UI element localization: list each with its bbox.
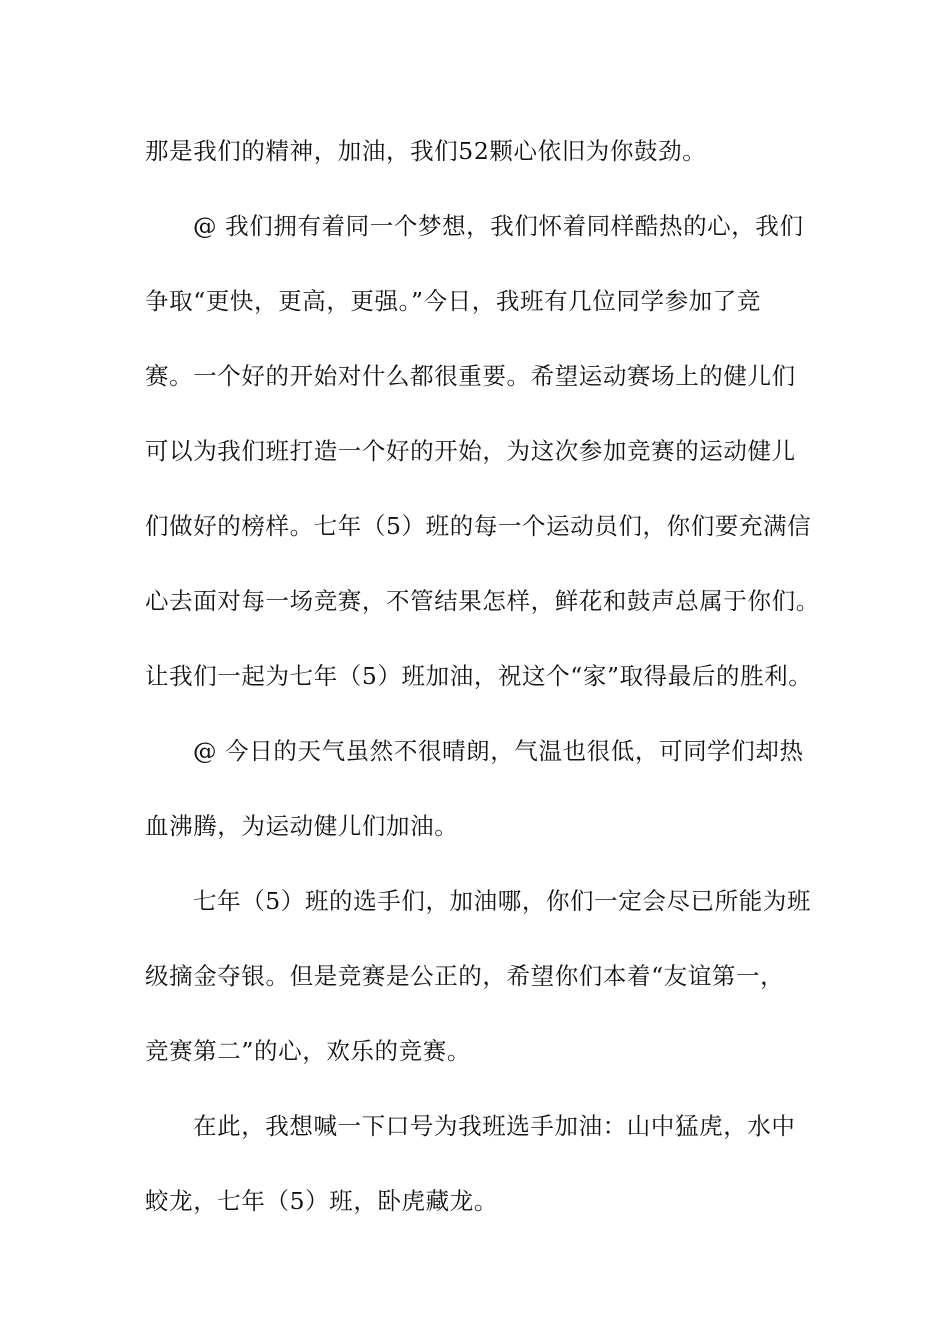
text-line-4: 赛。一个好的开始对什么都很重要。希望运动赛场上的健儿们 [145, 362, 796, 390]
text-line-13: 竞赛第二”的心，欢乐的竞赛。 [145, 1037, 471, 1065]
text-line-7: 心去面对每一场竞赛，不管结果怎样，鲜花和鼓声总属于你们。 [145, 587, 820, 615]
text-line-3: 争取“更快，更高，更强。”今日，我班有几位同学参加了竞 [145, 287, 761, 315]
text-line-12: 级摘金夺银。但是竞赛是公正的，希望你们本着“友谊第一， [145, 962, 785, 990]
text-line-11: 七年（5）班的选手们，加油哪，你们一定会尽已所能为班 [193, 887, 812, 915]
text-line-5: 可以为我们班打造一个好的开始，为这次参加竞赛的运动健儿 [145, 437, 796, 465]
text-line-9: @ 今日的天气虽然不很晴朗，气温也很低，可同学们却热 [193, 737, 804, 765]
text-line-14: 在此，我想喊一下口号为我班选手加油：山中猛虎，水中 [193, 1112, 796, 1140]
text-line-2: @ 我们拥有着同一个梦想，我们怀着同样酷热的心，我们 [193, 212, 804, 240]
text-line-8: 让我们一起为七年（5）班加油，祝这个“家”取得最后的胜利。 [145, 662, 813, 690]
text-line-10: 血沸腾，为运动健儿们加油。 [145, 812, 459, 840]
text-line-15: 蛟龙，七年（5）班，卧虎藏龙。 [145, 1187, 498, 1215]
text-line-6: 们做好的榜样。七年（5）班的每一个运动员们，你们要充满信 [145, 512, 812, 540]
text-line-1: 那是我们的精神，加油，我们52颗心依旧为你鼓劲。 [145, 137, 707, 165]
